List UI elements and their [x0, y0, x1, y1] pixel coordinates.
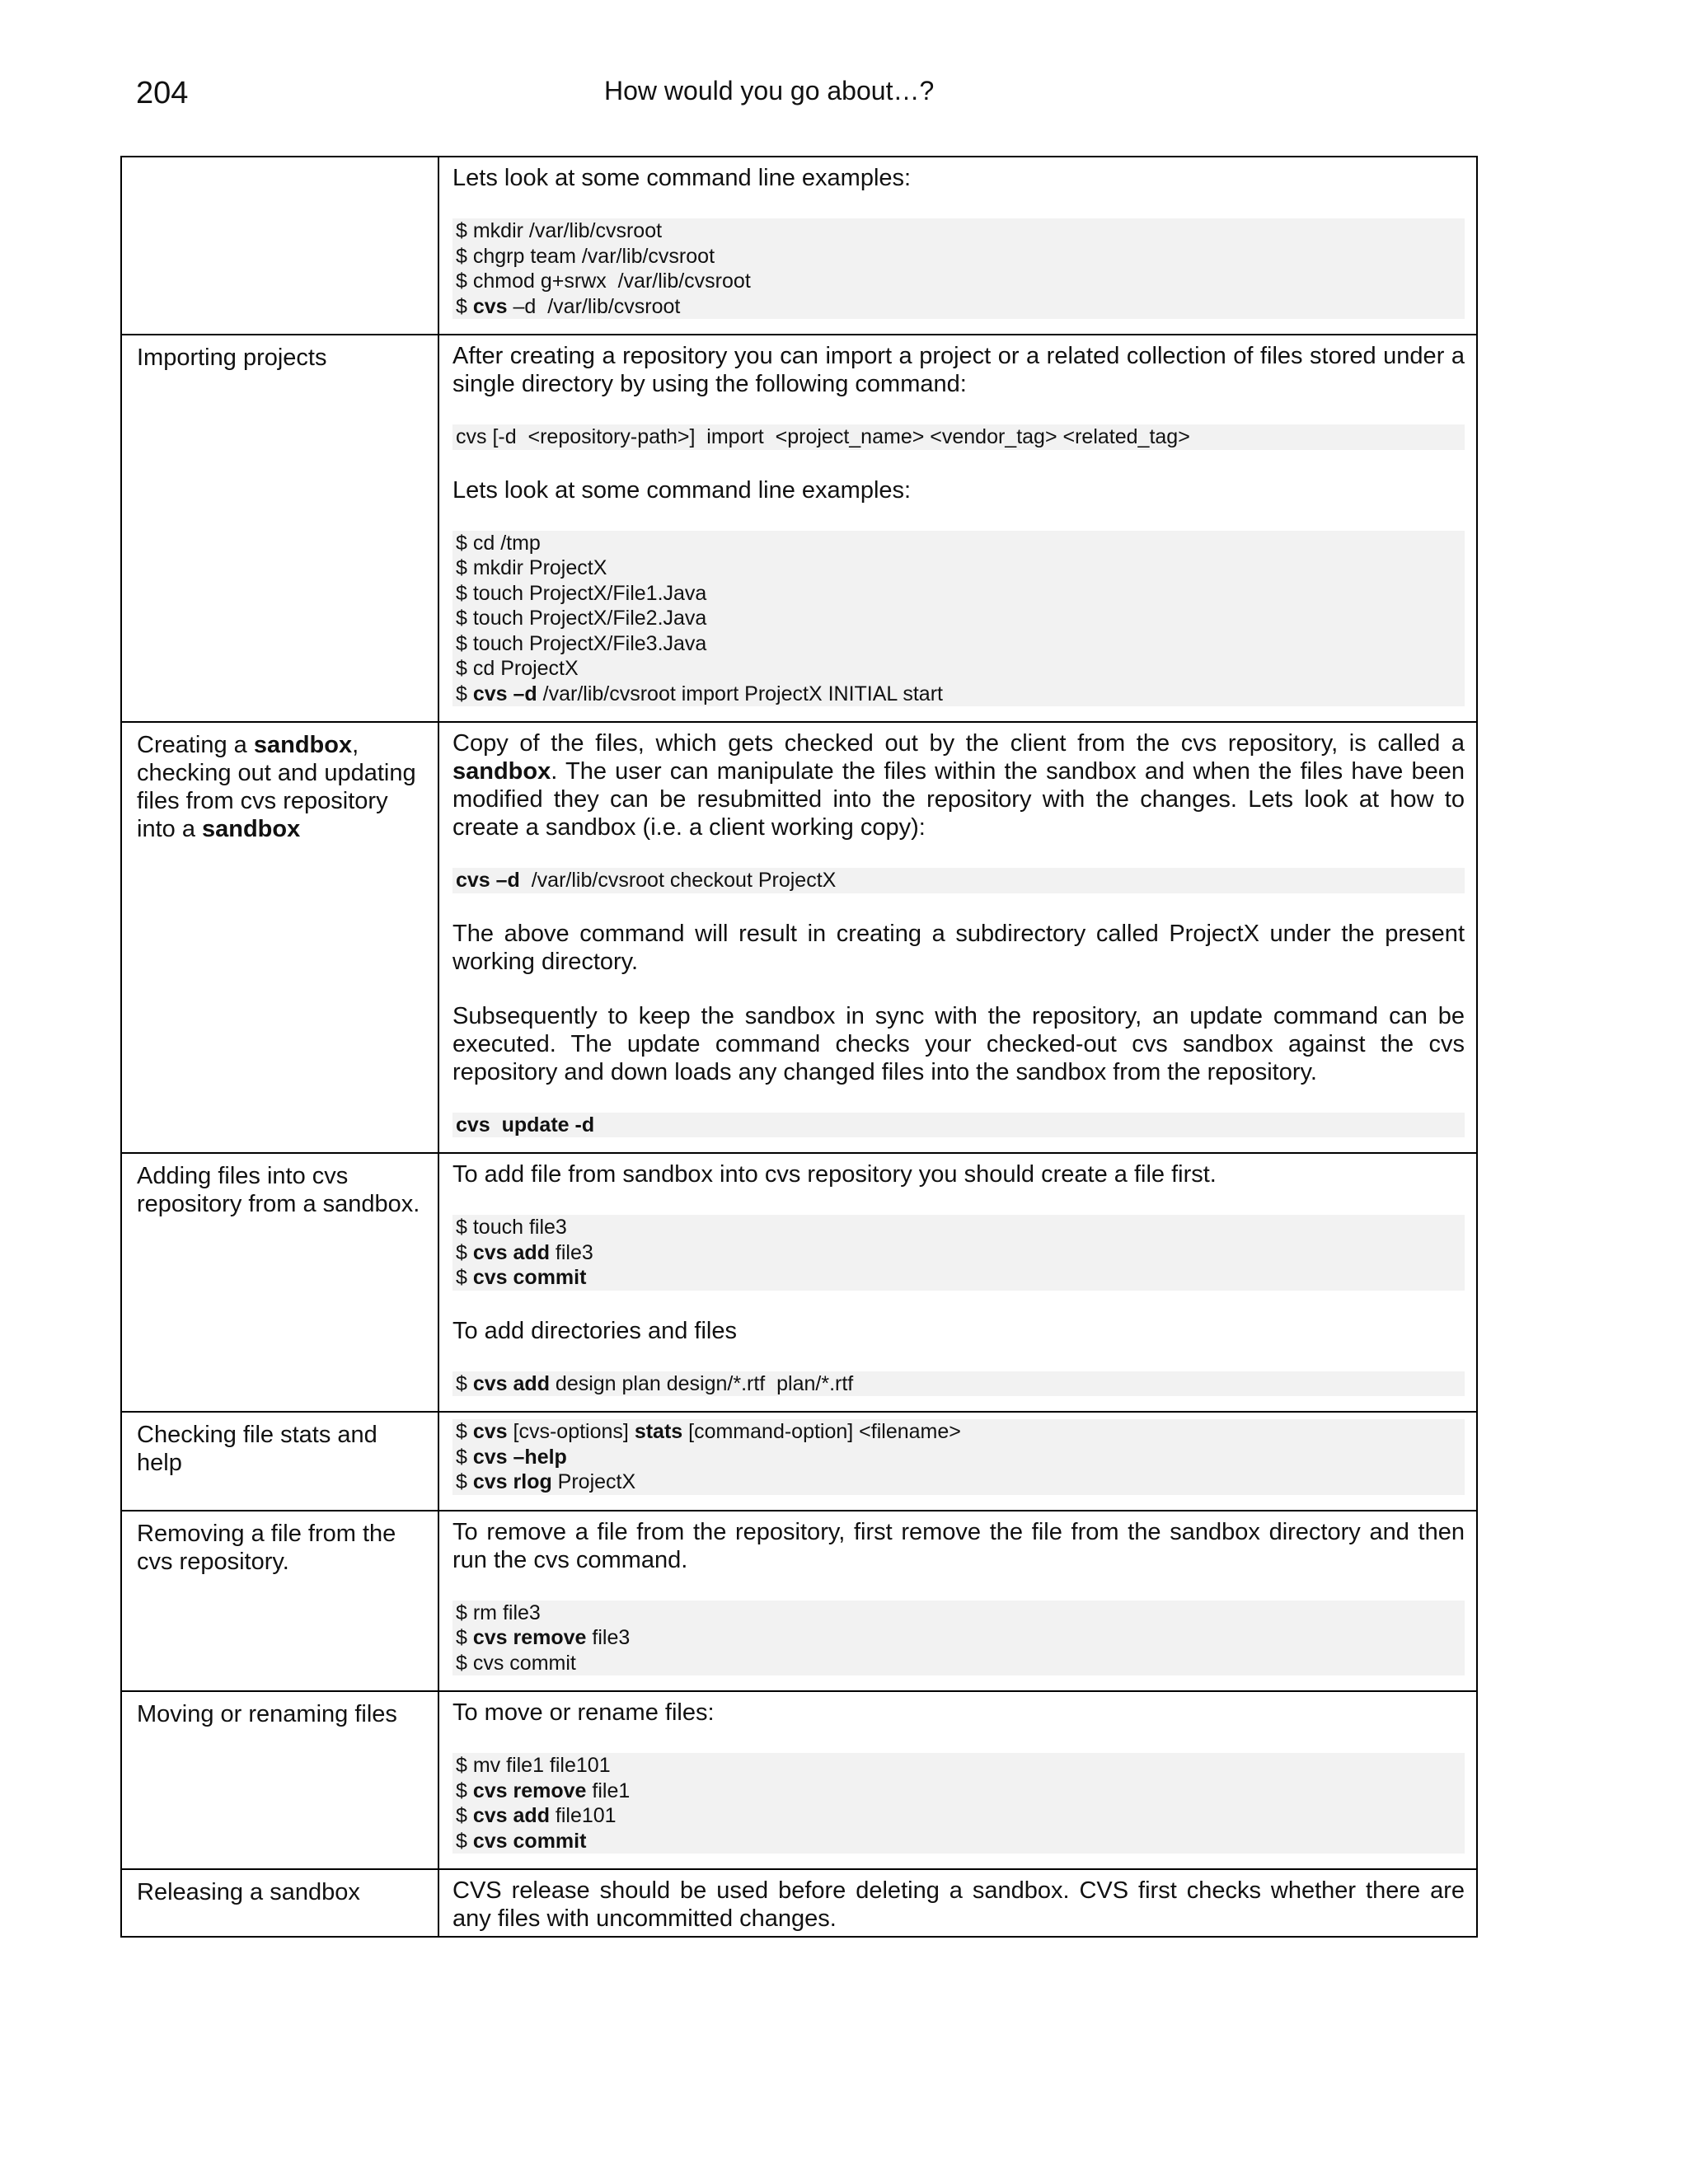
code-keyword: cvs commit: [472, 1829, 587, 1853]
code-text: $: [456, 1240, 473, 1264]
code-line: [456, 1445, 1461, 1470]
label-bold: sandbox: [253, 732, 353, 758]
code-line: $ touch ProjectX/File1.Java: [456, 581, 707, 605]
row-content-cell: [438, 1511, 1477, 1692]
paragraph: Subsequently to keep the sandbox in sync with the repository, an update command can be executed. The update command checks your checked-out cvs sandbox against the cvs repository and down loads any changed files into the sandbox from the repository.: [452, 1002, 1465, 1085]
code-text: file101: [549, 1804, 617, 1827]
code-text: file3: [549, 1240, 593, 1264]
code-line: [456, 1803, 1461, 1829]
code-text: design plan design/*.rtf plan/*.rtf: [549, 1371, 854, 1395]
table-row: [121, 722, 1477, 1153]
code-keyword: cvs remove: [472, 1779, 587, 1802]
row-label-cell: [121, 157, 438, 335]
paragraph: [452, 729, 1465, 841]
code-line: $ mv file1 file101: [456, 1754, 611, 1777]
code-line: [456, 1371, 1461, 1397]
row-content-cell: [438, 1869, 1477, 1937]
row-label-cell: Checking file stats and help: [121, 1412, 438, 1511]
paragraph-text: Copy of the files, which gets checked out by the client from the cvs repository, is called a: [452, 730, 1465, 757]
code-line: [456, 1240, 1461, 1266]
code-text: $: [456, 682, 473, 705]
code-line: $ cvs commit: [456, 1651, 576, 1675]
paragraph: To move or rename files:: [452, 1699, 715, 1726]
code-text: $: [456, 1445, 473, 1469]
paragraph: CVS release should be used before deleting a sandbox. CVS first checks whether there are any files with uncommitted changes.: [452, 1877, 1465, 1932]
code-line: [456, 1419, 1461, 1445]
code-text: /var/lib/cvsroot checkout ProjectX: [519, 869, 837, 892]
code-block: [452, 1371, 1465, 1397]
code-text: $: [456, 1420, 473, 1443]
code-text: file3: [586, 1626, 631, 1649]
row-label-cell: Importing projects: [121, 335, 438, 722]
paragraph: To remove a file from the repository, first remove the file from the sandbox directory and then run the cvs command.: [452, 1518, 1465, 1573]
code-text: [command-option] <filename>: [682, 1420, 961, 1443]
code-keyword: stats: [634, 1420, 683, 1443]
row-label-cell: Releasing a sandbox: [121, 1869, 438, 1937]
code-keyword: cvs –d: [472, 682, 537, 705]
code-keyword: cvs add: [472, 1804, 550, 1827]
code-block: [452, 1601, 1465, 1676]
code-line: [456, 1469, 1461, 1495]
code-block: [452, 218, 1465, 319]
code-line: [456, 868, 1461, 893]
row-label-cell: Adding files into cvs repository from a sandbox.: [121, 1153, 438, 1412]
code-text: $: [456, 1371, 473, 1395]
code-line: $ mkdir /var/lib/cvsroot: [456, 219, 663, 242]
paragraph: Lets look at some command line examples:: [452, 165, 912, 191]
code-line: [456, 294, 1461, 320]
command-table: [120, 156, 1478, 1938]
code-keyword: cvs commit: [472, 1266, 587, 1289]
row-label-cell: Moving or renaming files: [121, 1691, 438, 1869]
code-text: /var/lib/cvsroot import ProjectX INITIAL start: [537, 682, 943, 705]
table-row: [121, 335, 1477, 722]
table-row: [121, 1511, 1477, 1692]
code-text: $: [456, 1779, 473, 1802]
row-content-cell: [438, 1412, 1477, 1511]
code-block: [452, 1215, 1465, 1291]
code-text: –d /var/lib/cvsroot: [507, 294, 681, 318]
code-line: [456, 1829, 1461, 1854]
code-line: $ rm file3: [456, 1601, 541, 1624]
code-text: [cvs-options]: [507, 1420, 635, 1443]
code-keyword: cvs: [472, 294, 508, 318]
code-text: $: [456, 1266, 473, 1289]
code-block: [452, 1113, 1465, 1138]
code-keyword: cvs –d: [456, 869, 520, 892]
code-text: $: [456, 1804, 473, 1827]
paragraph: After creating a repository you can import a project or a related collection of files stored under a single directory by using the following command:: [452, 343, 1465, 397]
row-label-cell: Removing a file from the cvs repository.: [121, 1511, 438, 1692]
table-row: [121, 1691, 1477, 1869]
code-keyword: cvs update -d: [456, 1113, 595, 1137]
table-row: [121, 1153, 1477, 1412]
code-keyword: cvs add: [472, 1240, 550, 1264]
table-row: [121, 1412, 1477, 1511]
code-line: $ cd /tmp: [456, 531, 541, 555]
code-text: $: [456, 294, 473, 318]
paragraph: The above command will result in creating a subdirectory called ProjectX under the present working directory.: [452, 920, 1465, 975]
code-line: cvs [-d <repository-path>] import <project_name> <vendor_tag> <related_tag>: [456, 425, 1190, 448]
code-line: [456, 1113, 1461, 1138]
code-text: $: [456, 1626, 473, 1649]
code-keyword: cvs add: [472, 1371, 550, 1395]
page-number: 204: [136, 76, 189, 110]
code-keyword: cvs: [472, 1420, 508, 1443]
code-block: [452, 531, 1465, 707]
paragraph-text: . The user can manipulate the files within the sandbox and when the files have been modified they can be resubmitted into the repository with the changes. Lets look at how to create a sandbox (i.e. a client working copy):: [452, 758, 1465, 841]
row-content-cell: [438, 335, 1477, 722]
code-line: $ touch file3: [456, 1216, 567, 1239]
code-text: ProjectX: [551, 1470, 636, 1493]
code-keyword: cvs rlog: [472, 1470, 552, 1493]
code-line: [456, 1779, 1461, 1804]
label-bold: sandbox: [202, 816, 301, 842]
code-line: [456, 1265, 1461, 1291]
code-text: $: [456, 1470, 473, 1493]
code-line: $ chmod g+srwx /var/lib/cvsroot: [456, 269, 751, 293]
code-keyword: cvs remove: [472, 1626, 587, 1649]
label-text: Creating a: [137, 732, 254, 758]
code-line: [456, 682, 1461, 707]
code-line: $ touch ProjectX/File3.Java: [456, 631, 707, 655]
code-text: $: [456, 1829, 473, 1853]
row-content-cell: [438, 1153, 1477, 1412]
paragraph: To add directories and files: [452, 1317, 737, 1344]
code-line: $ chgrp team /var/lib/cvsroot: [456, 244, 715, 268]
code-line: $ cd ProjectX: [456, 657, 579, 680]
code-keyword: cvs –help: [472, 1445, 567, 1469]
code-block: [452, 868, 1465, 893]
code-block: [452, 1753, 1465, 1854]
label-text: , checking out and updating files from cvs repository into a: [137, 732, 416, 842]
paragraph-bold: sandbox: [452, 758, 551, 785]
code-line: $ touch ProjectX/File2.Java: [456, 607, 707, 630]
running-header: How would you go about…?: [604, 76, 935, 105]
code-text: file1: [586, 1779, 631, 1802]
row-content-cell: [438, 157, 1477, 335]
code-line: $ mkdir ProjectX: [456, 556, 607, 579]
row-content-cell: [438, 1691, 1477, 1869]
table-row: [121, 157, 1477, 335]
row-content-cell: [438, 722, 1477, 1153]
code-block: [452, 424, 1465, 450]
row-label-cell: [121, 722, 438, 1153]
code-block: [452, 1419, 1465, 1495]
code-line: [456, 1625, 1461, 1651]
table-row: [121, 1869, 1477, 1937]
paragraph: Lets look at some command line examples:: [452, 476, 912, 504]
paragraph: To add file from sandbox into cvs repository you should create a file first.: [452, 1161, 1217, 1188]
